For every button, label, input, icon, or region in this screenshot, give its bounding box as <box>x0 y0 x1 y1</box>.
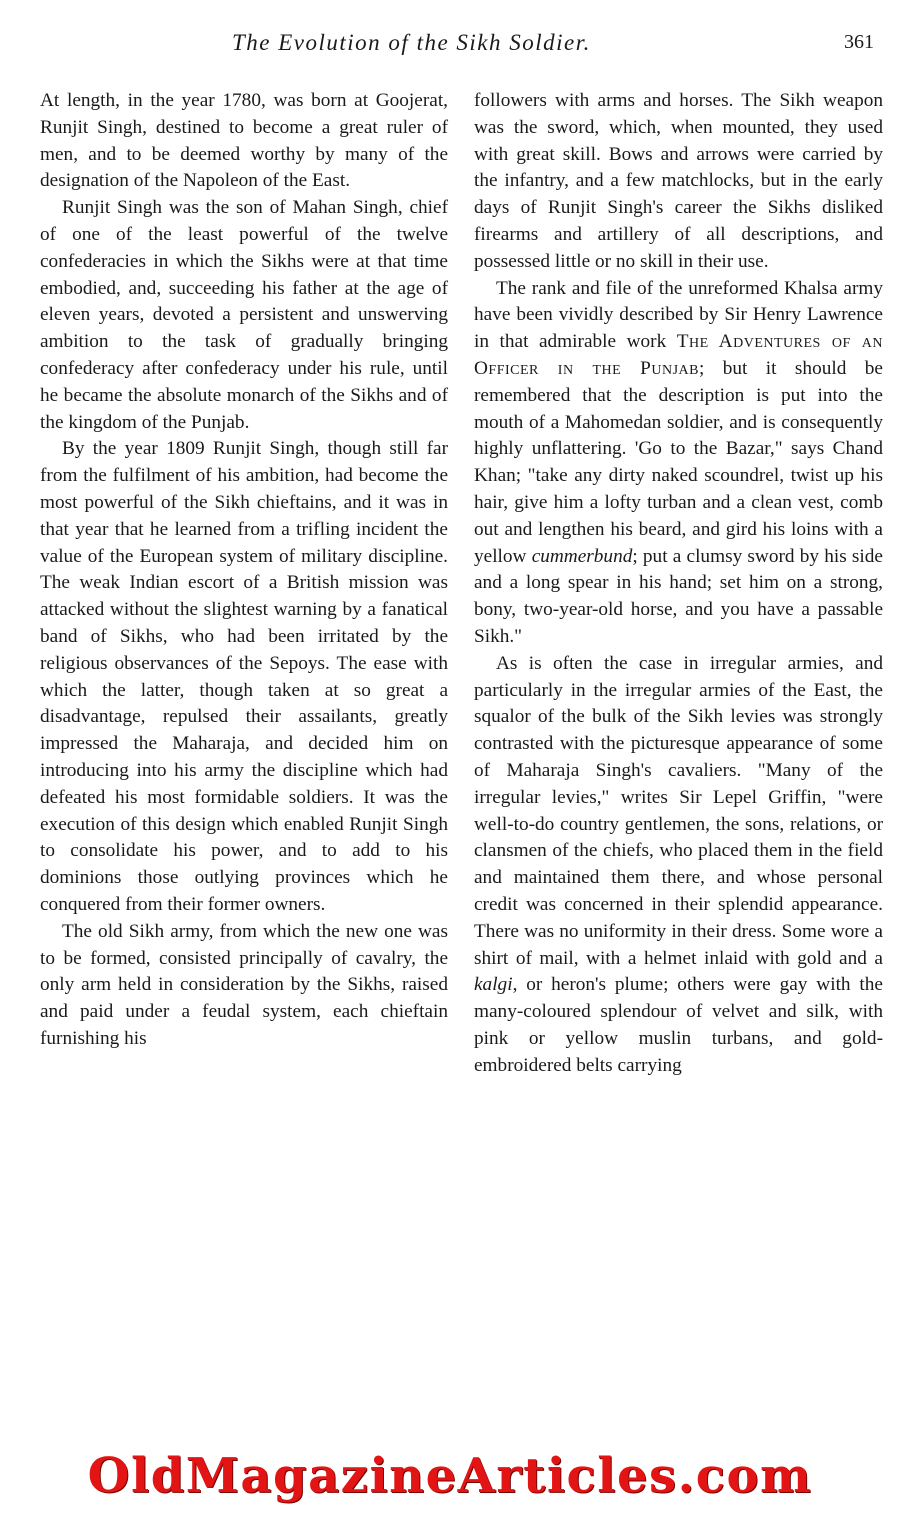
paragraph <box>474 651 883 1080</box>
page-header <box>40 30 882 64</box>
italic-term: kalgi <box>474 974 513 996</box>
paragraph: Runjit Singh was the son of Mahan Singh, chief of one of the least powerful of the twelve confederacies in which the Sikhs were at that time embodied, and, succeeding his father at the age of eleven years, devoted a persistent and unswerving ambition to the task of gradually bringing confederacy after confederacy under his rule, until he became the absolute monarch of the Sikhs and of the kingdom of the Punjab. <box>40 197 448 433</box>
site-watermark: OldMagazineArticles.com <box>87 1448 813 1504</box>
right-column <box>474 88 883 1079</box>
text-run: As is often the case in irregular armies, and particularly in the irregular armies of the East, the squalor of the bulk of the Sikh levies was strongly contrasted with the picturesque appearance of some of Maharaja Singh's cavaliers. "Many of the irregular levies," writes Sir Lepel Griffin, "were well-to-do country gentlemen, the sons, relations, or clansmen of the chiefs, who placed them in the field and maintained them there, and whose personal credit was concerned in their splendid appearance. There was no uniformity in their dress. Some wore a shirt of mail, with a helmet inlaid with gold and a <box>474 652 883 969</box>
paragraph <box>474 276 883 651</box>
text-run: The rank and file of the unreformed Khalsa army have been vividly described by Sir Henry Lawrence in that admirable work <box>474 277 883 353</box>
text-run: ; but it should be remembered that the description is put into the mouth of a Mahomedan soldier, and is consequently highly unflattering. 'Go to the Bazar," says Chand Khan; "take any dirty naked scoundrel, twist up his hair, give him a lofty turban and a clean vest, comb out and lengthen his beard, and gird his loins with a yellow <box>474 357 883 567</box>
italic-term: cummerbund <box>531 545 633 567</box>
running-title: The Evolution of the Sikh Soldier. <box>232 30 591 55</box>
paragraph: followers with arms and horses. The Sikh weapon was the sword, which, when mounted, they used with great skill. Bows and arrows were carried by the infantry, and a few matchlocks, but in the early days of Runjit Singh's career the Sikhs disliked firearms and artillery of all descriptions, and possessed little or no skill in their use. <box>474 90 883 272</box>
text-run: ; put a clumsy sword by his side and a long spear in his hand; set him on a strong, bony, two-year-old horse, and you have a passable Sikh." <box>474 545 883 647</box>
paragraph: At length, in the year 1780, was born at Goojerat, Runjit Singh, destined to become a great ruler of men, and to be deemed worthy by many of the designation of the Napoleon of the East. <box>40 90 448 192</box>
text-run: , or heron's plume; others were gay with the many-coloured splendour of velvet and silk, with pink or yellow muslin turbans, and gold-embroidered belts carrying <box>474 974 883 1076</box>
book-title: The Adventures of an Officer in the Punjab <box>474 331 884 379</box>
left-column <box>40 88 448 1053</box>
paragraph: By the year 1809 Runjit Singh, though still far from the fulfilment of his ambition, had become the most powerful of the Sikh chieftains, and it was in that year that he learned from a trifling incident the value of the European system of military discipline. The weak Indian escort of a British mission was attacked without the slightest warning by a fanatical band of Sikhs, who had been irritated by the religious observances of the Sepoys. The ease with which the latter, though taken at so great a disadvantage, repulsed their assailants, greatly impressed the Maharaja, and decided him on introducing into his army the discipline which had defeated his most formidable soldiers. It was the execution of this design which enabled Runjit Singh to consolidate his power, and to add to his dominions those outlying provinces which he conquered from their former owners. <box>40 438 448 915</box>
page-number: 361 <box>844 31 874 53</box>
paragraph: The old Sikh army, from which the new one was to be formed, consisted principally of cavalry, the only arm held in consideration by the Sikhs, raised and paid under a feudal system, each chieftain furnishing his <box>40 920 448 1049</box>
